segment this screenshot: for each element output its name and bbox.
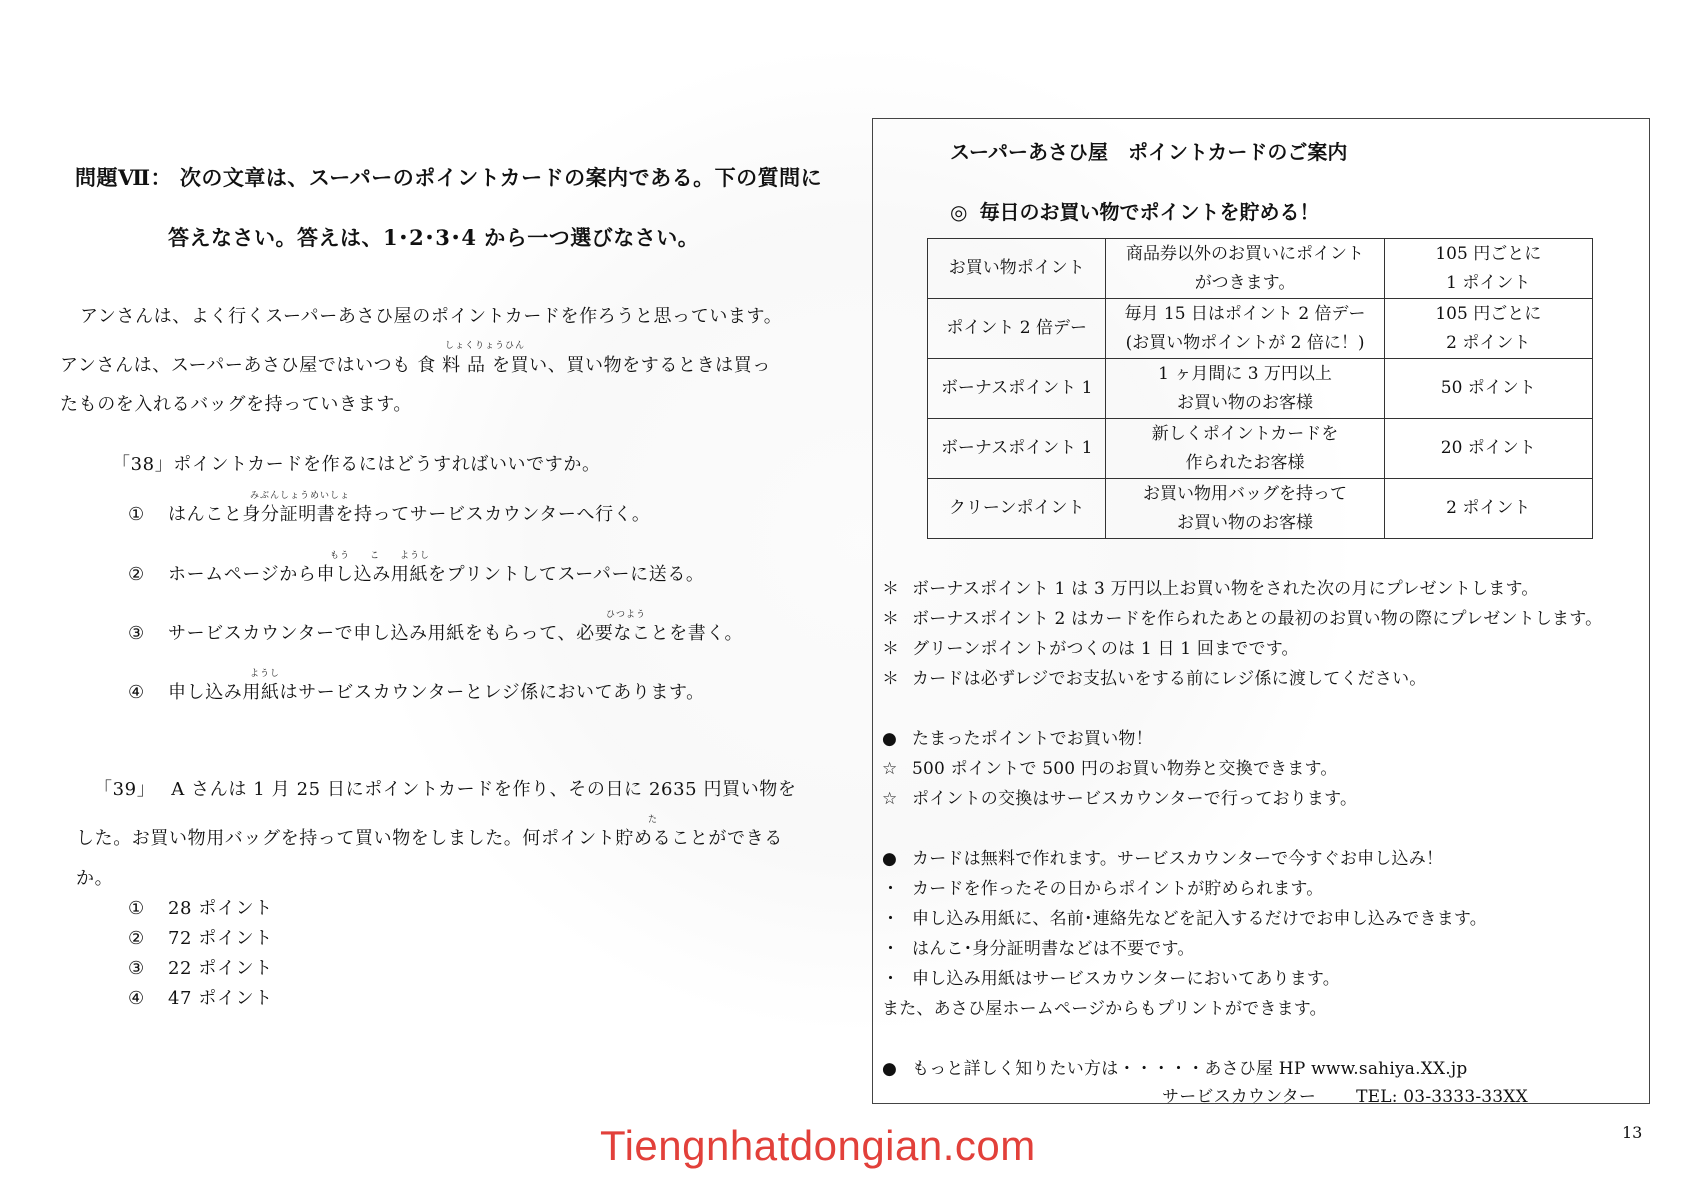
point-name: ポイント 2 倍デー	[928, 299, 1106, 359]
point-value	[1384, 299, 1592, 359]
table-row	[928, 479, 1593, 539]
asterisk-icon: ＊	[882, 669, 900, 689]
q39-line2: した。お買い物用バッグを持って買い物をしました。何ポイント貯めることができる	[76, 828, 783, 849]
dot-icon: ・	[882, 909, 900, 929]
apply-item	[882, 874, 1323, 899]
table-row	[928, 239, 1593, 299]
use-item	[882, 754, 1338, 779]
intro-line1: アンさんは、よく行くスーパーあさひ屋のポイントカードを作ろうと思っています。	[80, 306, 783, 327]
option-number: ②	[128, 564, 145, 585]
condition-line: がつきます。	[1194, 272, 1296, 293]
use-heading-text: たまったポイントでお買い物！	[912, 729, 1153, 749]
option-number: ①	[128, 504, 145, 525]
use-item-text: 500 ポイントで 500 円のお買い物券と交換できます。	[912, 759, 1338, 779]
condition-line: お買い物用バッグを持って	[1143, 483, 1348, 504]
use-item	[882, 784, 1357, 809]
condition-line: 作られたお客様	[1185, 452, 1305, 473]
option-number: ④	[128, 682, 145, 703]
q39-ruby: た	[648, 815, 659, 825]
q38-option-4[interactable]	[128, 678, 705, 704]
notice-subtitle	[950, 196, 1319, 225]
condition-line: 新しくポイントカードを	[1151, 423, 1339, 444]
intro-ruby: しょくりょうひん	[445, 341, 526, 351]
point-condition	[1106, 359, 1384, 419]
use-heading	[882, 724, 1153, 749]
question-title-line2: 答えなさい。答えは、1･2･3･4 から一つ選びなさい。	[168, 225, 700, 250]
option-text: 22 ポイント	[168, 958, 273, 979]
point-value: 50 ポイント	[1384, 359, 1592, 419]
dot-icon: ・	[882, 969, 900, 989]
notice-subtitle-text: 毎日のお買い物でポイントを貯める！	[979, 200, 1320, 224]
table-row	[928, 299, 1593, 359]
condition-line: お買い物のお客様	[1177, 512, 1314, 533]
info-heading-text: もっと詳しく知りたい方は・・・・・あさひ屋 HP www.sahiya.XX.jp	[912, 1059, 1468, 1079]
apply-item-text: 申し込み用紙に、名前･連絡先などを記入するだけでお申し込みできます。	[912, 909, 1487, 929]
points-table	[927, 238, 1593, 539]
asterisk-icon: ＊	[882, 639, 900, 659]
intro-line2: アンさんは、スーパーあさひ屋ではいつも 食 料 品 を買い、買い物をするときは買っ	[60, 355, 771, 376]
option-number: ③	[128, 623, 145, 644]
q39-option-4[interactable]	[128, 984, 273, 1010]
option-text: サービスカウンターで申し込み用紙をもらって、必要なことを書く。	[168, 623, 744, 644]
point-condition	[1106, 479, 1384, 539]
option-text: 申し込み用紙はサービスカウンターとレジ係においてあります。	[168, 682, 705, 703]
apply-item	[882, 964, 1340, 989]
q38-option-3[interactable]	[128, 619, 743, 645]
option-text: はんこと身分証明書を持ってサービスカウンターへ行く。	[168, 504, 651, 525]
condition-line: お買い物のお客様	[1177, 392, 1314, 413]
q39-line1: 「39」 A さんは 1 月 25 日にポイントカードを作り、その日に 2635 円買い物を	[94, 779, 797, 800]
point-name: お買い物ポイント	[928, 239, 1106, 299]
dot-icon: ・	[882, 879, 900, 899]
condition-line: 1 ヶ月間に 3 万円以上	[1158, 363, 1332, 384]
note-text: グリーンポイントがつくのは 1 日 1 回までです。	[912, 639, 1299, 659]
option-number: ①	[128, 898, 145, 919]
table-row	[928, 359, 1593, 419]
option-text: ホームページから申し込み用紙をプリントしてスーパーに送る。	[168, 564, 705, 585]
info-heading	[882, 1054, 1467, 1079]
q38-option-2[interactable]	[128, 560, 705, 586]
q39-option-1[interactable]	[128, 894, 273, 920]
value-line: 105 円ごとに	[1435, 303, 1542, 324]
apply-heading-text: カードは無料で作れます。サービスカウンターで今すぐお申し込み！	[912, 849, 1444, 869]
q38-ruby-1: みぶんしょうめいしょ	[250, 491, 351, 501]
note-item	[882, 574, 1539, 599]
option-number: ③	[128, 958, 145, 979]
apply-item	[882, 904, 1487, 929]
condition-line: 毎月 15 日はポイント 2 倍デー	[1124, 303, 1366, 324]
bullet-icon: ●	[882, 849, 898, 869]
q38-option-1[interactable]	[128, 500, 651, 526]
note-text: カードは必ずレジでお支払いをする前にレジ係に渡してください。	[912, 669, 1427, 689]
apply-item-text: はんこ･身分証明書などは不要です。	[912, 939, 1195, 959]
dot-icon: ・	[882, 939, 900, 959]
apply-item-text: 申し込み用紙はサービスカウンターにおいてあります。	[912, 969, 1340, 989]
contact-line: サービスカウンター TEL: 03-3333-33XX	[1162, 1087, 1528, 1107]
point-condition	[1106, 299, 1384, 359]
apply-heading	[882, 844, 1443, 869]
use-item-text: ポイントの交換はサービスカウンターで行っております。	[912, 789, 1358, 809]
condition-line: 商品券以外のお買いにポイント	[1126, 243, 1365, 264]
option-text: 47 ポイント	[168, 988, 273, 1009]
apply-item	[882, 934, 1195, 959]
note-item	[882, 634, 1299, 659]
option-number: ④	[128, 988, 145, 1009]
note-item	[882, 664, 1426, 689]
q39-line3: か。	[76, 868, 114, 889]
notice-title: スーパーあさひ屋 ポイントカードのご案内	[950, 140, 1348, 164]
value-line: 105 円ごとに	[1435, 243, 1542, 264]
apply-tail: また、あさひ屋ホームページからもプリントができます。	[882, 999, 1327, 1019]
q38-ruby-3: ひつよう	[606, 610, 647, 620]
apply-item-text: カードを作ったその日からポイントが貯められます。	[912, 879, 1324, 899]
point-name: ボーナスポイント 1	[928, 359, 1106, 419]
page-number: 13	[1622, 1123, 1643, 1142]
note-item	[882, 604, 1602, 629]
q38-ruby-2: もう こ ようし	[330, 551, 431, 561]
option-number: ②	[128, 928, 145, 949]
site-watermark: Tiengnhatdongian.com	[600, 1122, 1036, 1169]
value-line: 2 ポイント	[1446, 332, 1531, 353]
star-icon: ☆	[882, 759, 898, 779]
asterisk-icon: ＊	[882, 579, 900, 599]
point-value: 20 ポイント	[1384, 419, 1592, 479]
q39-option-2[interactable]	[128, 924, 273, 950]
intro-line3: たものを入れるバッグを持っていきます。	[60, 394, 412, 415]
asterisk-icon: ＊	[882, 609, 900, 629]
q38-ruby-4: ようし	[250, 669, 281, 679]
point-value	[1384, 239, 1592, 299]
point-condition	[1106, 239, 1384, 299]
point-value: 2 ポイント	[1384, 479, 1592, 539]
bullet-icon: ●	[882, 1059, 898, 1079]
table-row	[928, 419, 1593, 479]
star-icon: ☆	[882, 789, 898, 809]
point-name: ボーナスポイント 1	[928, 419, 1106, 479]
double-circle-icon: ◎	[950, 200, 968, 224]
q39-option-3[interactable]	[128, 954, 273, 980]
point-condition	[1106, 419, 1384, 479]
value-line: 1 ポイント	[1446, 272, 1531, 293]
note-text: ボーナスポイント 1 は 3 万円以上お買い物をされた次の月にプレゼントします。	[912, 579, 1539, 599]
q38-stem: 「38」ポイントカードを作るにはどうすればいいですか。	[112, 454, 601, 475]
option-text: 72 ポイント	[168, 928, 273, 949]
option-text: 28 ポイント	[168, 898, 273, 919]
point-name: クリーンポイント	[928, 479, 1106, 539]
note-text: ボーナスポイント 2 はカードを作られたあとの最初のお買い物の際にプレゼントします。	[912, 609, 1603, 629]
condition-line: (お買い物ポイントが 2 倍に！)	[1125, 332, 1365, 353]
question-title-line1: 問題Ⅶ： 次の文章は、スーパーのポイントカードの案内である。下の質問に	[75, 165, 823, 190]
bullet-icon: ●	[882, 729, 898, 749]
